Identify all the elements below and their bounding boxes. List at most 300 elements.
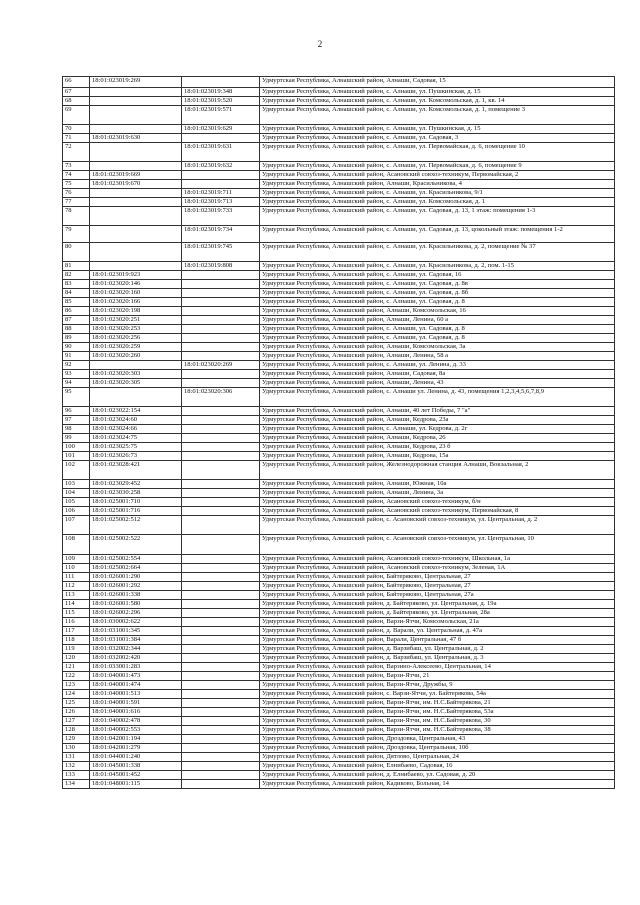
- row-number: 88: [63, 325, 90, 334]
- row-number: 66: [63, 77, 90, 88]
- cadastral-number-land: 18:01:045001:338: [90, 762, 182, 771]
- row-number: 121: [63, 663, 90, 672]
- table-row: [63, 243, 615, 262]
- cadastral-number-object: [182, 672, 260, 681]
- address-cell: Удмуртская Республика, Алнашский район, Елнибаево, Садовая, 16: [260, 762, 615, 771]
- address-cell: Удмуртская Республика, Алнашский район, с. Алнаши, ул. Комсомольская, д. 1: [260, 198, 615, 207]
- table-row: [63, 582, 615, 591]
- address-cell: Удмуртская Республика, Алнашский район, с. Алнаши, ул. Садовая, д. 8б: [260, 289, 615, 298]
- cadastral-number-land: 18:01:048001:115: [90, 780, 182, 789]
- cadastral-number-object: 18:01:023019:632: [182, 162, 260, 171]
- row-number: 122: [63, 672, 90, 681]
- address-cell: Удмуртская Республика, Алнашский район, Асановский совхоз-техникум, Первомайская, 8: [260, 507, 615, 516]
- cadastral-number-land: [90, 361, 182, 370]
- table-row: [63, 352, 615, 361]
- cadastral-number-object: [182, 271, 260, 280]
- address-cell: Удмуртская Республика, Алнашский район, с. Алнаши, ул. Комсомольская, д. 1, кв. 14: [260, 97, 615, 106]
- table-row: [63, 771, 615, 780]
- row-number: 117: [63, 627, 90, 636]
- address-cell: Удмуртская Республика, Алнашский район, Алнаши, Красильникова, 4: [260, 180, 615, 189]
- table-row: [63, 690, 615, 699]
- row-number: 129: [63, 735, 90, 744]
- table-row: [63, 162, 615, 171]
- table-row: [63, 681, 615, 690]
- table-row: [63, 88, 615, 97]
- row-number: 116: [63, 618, 90, 627]
- cadastral-number-land: [90, 143, 182, 162]
- address-cell: Удмуртская Республика, Алнашский район, Дроздовка, Центральная, 43: [260, 735, 615, 744]
- row-number: 91: [63, 352, 90, 361]
- cadastral-number-object: [182, 726, 260, 735]
- cadastral-number-object: [182, 582, 260, 591]
- cadastral-number-object: [182, 489, 260, 498]
- cadastral-number-object: [182, 609, 260, 618]
- row-number: 119: [63, 645, 90, 654]
- cadastral-number-land: 18:01:023019:269: [90, 77, 182, 88]
- address-cell: Удмуртская Республика, Алнашский район, с. Алнаши, ул. Садовая, д. 8в: [260, 280, 615, 289]
- property-registry-table: [62, 76, 615, 789]
- address-cell: Удмуртская Республика, Алнашский район, Алнаши, Кедрова, 23а: [260, 416, 615, 425]
- cadastral-number-land: 18:01:025002:522: [90, 535, 182, 555]
- address-cell: Удмуртская Республика, Алнашский район, д. Байтеряково, ул. Центральная, 28а: [260, 609, 615, 618]
- cadastral-number-object: 18:01:023019:520: [182, 97, 260, 106]
- cadastral-number-land: 18:01:025002:512: [90, 516, 182, 535]
- address-cell: Удмуртская Республика, Алнашский район, Алнаши, Ленина, 3а: [260, 489, 615, 498]
- table-row: [63, 564, 615, 573]
- cadastral-number-land: 18:01:023019:630: [90, 134, 182, 143]
- cadastral-number-object: [182, 407, 260, 416]
- table-row: [63, 735, 615, 744]
- row-number: 82: [63, 271, 90, 280]
- address-cell: Удмуртская Республика, Алнашский район, д. Варзибаш, ул. Центральная, д. 2: [260, 645, 615, 654]
- cadastral-number-land: 18:01:025001:710: [90, 498, 182, 507]
- address-cell: Удмуртская Республика, Алнашский район, Варзи-Ятчи, им. Н.С.Байтерякова, 30: [260, 717, 615, 726]
- address-cell: Удмуртская Республика, Алнашский район, с. Алнаши, ул. Садовая, д. 8: [260, 334, 615, 343]
- row-number: 101: [63, 452, 90, 461]
- row-number: 126: [63, 708, 90, 717]
- cadastral-number-land: 18:01:023030:258: [90, 489, 182, 498]
- address-cell: Удмуртская Республика, Алнашский район, Байтеряково, Центральная, 27: [260, 573, 615, 582]
- table-row: [63, 307, 615, 316]
- cadastral-number-land: [90, 262, 182, 271]
- row-number: 128: [63, 726, 90, 735]
- row-number: 124: [63, 690, 90, 699]
- cadastral-number-land: 18:01:023028:421: [90, 461, 182, 480]
- cadastral-number-object: [182, 516, 260, 535]
- address-cell: Удмуртская Республика, Алнашский район, Алнаши, Кедрова, 26: [260, 434, 615, 443]
- cadastral-number-object: [182, 645, 260, 654]
- row-number: 103: [63, 480, 90, 489]
- cadastral-number-land: 18:01:023019:670: [90, 180, 182, 189]
- table-row: [63, 452, 615, 461]
- row-number: 73: [63, 162, 90, 171]
- address-cell: Удмуртская Республика, Алнашский район, с. Алнаши, ул. Кедрова, д. 2г: [260, 425, 615, 434]
- cadastral-number-land: 18:01:040001:616: [90, 708, 182, 717]
- table-row: [63, 134, 615, 143]
- cadastral-number-land: 18:01:023020:256: [90, 334, 182, 343]
- page-number: 2: [317, 39, 323, 49]
- cadastral-number-land: 18:01:026001:338: [90, 591, 182, 600]
- address-cell: Удмуртская Республика, Алнашский район, с. Алнаши, ул. Садовая, 3: [260, 134, 615, 143]
- cadastral-number-land: 18:01:040001:473: [90, 672, 182, 681]
- address-cell: Удмуртская Республика, Алнашский район, с. Алнаши ул. Ленина, д. 43, помещения 1,2,3,4,5,6,7,8,9: [260, 388, 615, 407]
- cadastral-number-object: [182, 379, 260, 388]
- cadastral-number-object: [182, 762, 260, 771]
- cadastral-number-object: [182, 573, 260, 582]
- cadastral-number-land: [90, 88, 182, 97]
- row-number: 67: [63, 88, 90, 97]
- table-row: [63, 780, 615, 789]
- cadastral-number-land: 18:01:033001:283: [90, 663, 182, 672]
- row-number: 125: [63, 699, 90, 708]
- table-row: [63, 535, 615, 555]
- table-row: [63, 672, 615, 681]
- table-row: [63, 334, 615, 343]
- address-cell: Удмуртская Республика, Алнашский район, Алнаши, Ленина, 58 а: [260, 352, 615, 361]
- table-row: [63, 591, 615, 600]
- cadastral-number-land: 18:01:023022:154: [90, 407, 182, 416]
- address-cell: Удмуртская Республика, Алнашский район, с. Алнаши, ул. Пушкинская, д. 15: [260, 88, 615, 97]
- table-row: [63, 125, 615, 134]
- row-number: 114: [63, 600, 90, 609]
- cadastral-number-object: [182, 663, 260, 672]
- cadastral-number-object: [182, 334, 260, 343]
- cadastral-number-object: [182, 744, 260, 753]
- cadastral-number-object: 18:01:023020:306: [182, 388, 260, 407]
- cadastral-number-land: 18:01:040002:553: [90, 726, 182, 735]
- row-number: 78: [63, 207, 90, 226]
- row-number: 106: [63, 507, 90, 516]
- cadastral-number-object: [182, 618, 260, 627]
- cadastral-number-land: 18:01:040001:591: [90, 699, 182, 708]
- table-row: [63, 370, 615, 379]
- address-cell: Удмуртская Республика, Алнашский район, д. Елнибаево, ул. Садовая, д. 20: [260, 771, 615, 780]
- row-number: 123: [63, 681, 90, 690]
- cadastral-number-object: 18:01:023019:733: [182, 207, 260, 226]
- cadastral-number-land: 18:01:023025:75: [90, 443, 182, 452]
- row-number: 68: [63, 97, 90, 106]
- row-number: 70: [63, 125, 90, 134]
- row-number: 83: [63, 280, 90, 289]
- cadastral-number-object: [182, 564, 260, 573]
- cadastral-number-land: 18:01:026001:580: [90, 600, 182, 609]
- table-row: [63, 636, 615, 645]
- address-cell: Удмуртская Республика, Алнашский район, с. Асановский совхоз-техникум, ул. Центральная, д. 2: [260, 516, 615, 535]
- address-cell: Удмуртская Республика, Алнашский район, с. Асановский совхоз-техникум, ул. Центральная, 10: [260, 535, 615, 555]
- row-number: 108: [63, 535, 90, 555]
- cadastral-number-object: [182, 690, 260, 699]
- row-number: 134: [63, 780, 90, 789]
- table-row: [63, 516, 615, 535]
- table-row: [63, 325, 615, 334]
- table-row: [63, 171, 615, 180]
- address-cell: Удмуртская Республика, Алнашский район, Асановский совхоз-техникум, Первомайская, 2: [260, 171, 615, 180]
- cadastral-number-land: 18:01:023020:160: [90, 289, 182, 298]
- table-row: [63, 379, 615, 388]
- cadastral-number-object: [182, 708, 260, 717]
- table-row: [63, 262, 615, 271]
- cadastral-number-land: 18:01:042001:279: [90, 744, 182, 753]
- cadastral-number-object: [182, 325, 260, 334]
- address-cell: Удмуртская Республика, Алнашский район, с. Алнаши, ул. Первомайская, д. 6, помещение 9: [260, 162, 615, 171]
- cadastral-number-object: 18:01:023019:631: [182, 143, 260, 162]
- table-row: [63, 416, 615, 425]
- table-row: [63, 143, 615, 162]
- table-row: [63, 106, 615, 125]
- table-row: [63, 600, 615, 609]
- cadastral-number-object: [182, 352, 260, 361]
- cadastral-number-land: 18:01:040001:474: [90, 681, 182, 690]
- address-cell: Удмуртская Республика, Алнашский район, Варзи-Ятчи, им. Н.С.Байтерякова, 21: [260, 699, 615, 708]
- row-number: 92: [63, 361, 90, 370]
- cadastral-number-object: [182, 555, 260, 564]
- table-row: [63, 663, 615, 672]
- cadastral-number-object: 18:01:023019:629: [182, 125, 260, 134]
- cadastral-number-object: [182, 343, 260, 352]
- row-number: 111: [63, 573, 90, 582]
- cadastral-number-object: [182, 654, 260, 663]
- table-row: [63, 407, 615, 416]
- table-row: [63, 289, 615, 298]
- table-row: [63, 753, 615, 762]
- row-number: 98: [63, 425, 90, 434]
- row-number: 86: [63, 307, 90, 316]
- table-row: [63, 744, 615, 753]
- table-row: [63, 425, 615, 434]
- cadastral-number-land: [90, 106, 182, 125]
- cadastral-number-object: 18:01:023020:269: [182, 361, 260, 370]
- cadastral-number-land: 18:01:023024:75: [90, 434, 182, 443]
- row-number: 118: [63, 636, 90, 645]
- cadastral-number-land: 18:01:023029:452: [90, 480, 182, 489]
- table-row: [63, 198, 615, 207]
- cadastral-number-land: 18:01:023020:146: [90, 280, 182, 289]
- row-number: 75: [63, 180, 90, 189]
- cadastral-number-object: [182, 171, 260, 180]
- table-row: [63, 627, 615, 636]
- table-row: [63, 645, 615, 654]
- row-number: 110: [63, 564, 90, 573]
- cadastral-number-land: 18:01:023019:923: [90, 271, 182, 280]
- address-cell: Удмуртская Республика, Алнашский район, Алнаши, Кедрова, 15а: [260, 452, 615, 461]
- row-number: 120: [63, 654, 90, 663]
- table-row: [63, 189, 615, 198]
- row-number: 80: [63, 243, 90, 262]
- cadastral-number-land: 18:01:040001:513: [90, 690, 182, 699]
- cadastral-number-land: 18:01:023020:305: [90, 379, 182, 388]
- address-cell: Удмуртская Республика, Алнашский район, с. Алнаши, ул. Красильникова, д. 2, пом. 1-15: [260, 262, 615, 271]
- cadastral-number-land: 18:01:023020:259: [90, 343, 182, 352]
- row-number: 113: [63, 591, 90, 600]
- cadastral-number-land: 18:01:030002:622: [90, 618, 182, 627]
- cadastral-number-land: 18:01:025002:554: [90, 555, 182, 564]
- table-row: [63, 717, 615, 726]
- cadastral-number-object: 18:01:023019:571: [182, 106, 260, 125]
- cadastral-number-object: [182, 316, 260, 325]
- table-row: [63, 77, 615, 88]
- address-cell: Удмуртская Республика, Алнашский район, с. Варзи-Ятчи, ул. Байтерякова, 54а: [260, 690, 615, 699]
- address-cell: Удмуртская Республика, Алнашский район, Алнаши, Садовая, 8а: [260, 370, 615, 379]
- row-number: 133: [63, 771, 90, 780]
- row-number: 85: [63, 298, 90, 307]
- address-cell: Удмуртская Республика, Алнашский район, Асановский совхоз-техникум, Школьная, 1а: [260, 555, 615, 564]
- table-row: [63, 361, 615, 370]
- cadastral-number-object: [182, 717, 260, 726]
- address-cell: Удмуртская Республика, Алнашский район, Варзи-Ятчи, Комсомольская, 21а: [260, 618, 615, 627]
- cadastral-number-object: [182, 507, 260, 516]
- cadastral-number-object: [182, 735, 260, 744]
- row-number: 107: [63, 516, 90, 535]
- cadastral-number-land: 18:01:025002:664: [90, 564, 182, 573]
- table-row: [63, 609, 615, 618]
- cadastral-number-object: [182, 627, 260, 636]
- address-cell: Удмуртская Республика, Алнашский район, Байтеряково, Центральная, 27: [260, 582, 615, 591]
- row-number: 89: [63, 334, 90, 343]
- row-number: 104: [63, 489, 90, 498]
- cadastral-number-object: [182, 77, 260, 88]
- row-number: 131: [63, 753, 90, 762]
- row-number: 72: [63, 143, 90, 162]
- table-row: [63, 699, 615, 708]
- table-row: [63, 388, 615, 407]
- cadastral-number-land: 18:01:023024:66: [90, 425, 182, 434]
- cadastral-number-object: 18:01:023019:348: [182, 88, 260, 97]
- address-cell: Удмуртская Республика, Алнашский район, Алнаши, Садовая, 15: [260, 77, 615, 88]
- table-row: [63, 280, 615, 289]
- address-cell: Удмуртская Республика, Алнашский район, д. Варали, ул. Центральная, д. 47а: [260, 627, 615, 636]
- row-number: 130: [63, 744, 90, 753]
- cadastral-number-object: [182, 771, 260, 780]
- cadastral-number-land: 18:01:032002:344: [90, 645, 182, 654]
- address-cell: Удмуртская Республика, Алнашский район, Байтеряково, Центральная, 27а: [260, 591, 615, 600]
- address-cell: Удмуртская Республика, Алнашский район, Алнаши, Ленина, 60 а: [260, 316, 615, 325]
- cadastral-number-object: [182, 600, 260, 609]
- cadastral-number-object: [182, 535, 260, 555]
- row-number: 76: [63, 189, 90, 198]
- row-number: 95: [63, 388, 90, 407]
- cadastral-number-object: [182, 591, 260, 600]
- cadastral-number-object: [182, 753, 260, 762]
- cadastral-number-land: [90, 162, 182, 171]
- address-cell: Удмуртская Республика, Алнашский район, с. Алнаши, ул. Садовая, д. 13, 1 этаж: помещения 1-3: [260, 207, 615, 226]
- address-cell: Удмуртская Республика, Алнашский район, с. Алнаши, ул. Садовая, 16: [260, 271, 615, 280]
- cadastral-number-land: 18:01:023024:60: [90, 416, 182, 425]
- table-row: [63, 573, 615, 582]
- row-number: 77: [63, 198, 90, 207]
- address-cell: Удмуртская Республика, Алнашский район, Варзино-Алексеево, Центральная, 14: [260, 663, 615, 672]
- table-row: [63, 618, 615, 627]
- address-cell: Удмуртская Республика, Алнашский район, Алнаши, 40 лет Победы, 7 "а": [260, 407, 615, 416]
- cadastral-number-object: 18:01:023019:808: [182, 262, 260, 271]
- cadastral-number-land: 18:01:026001:290: [90, 573, 182, 582]
- cadastral-number-land: 18:01:031001:345: [90, 627, 182, 636]
- cadastral-number-land: 18:01:023019:669: [90, 171, 182, 180]
- address-cell: Удмуртская Республика, Алнашский район, с. Алнаши, ул. Первомайская, д. 6, помещение 10: [260, 143, 615, 162]
- address-cell: Удмуртская Республика, Алнашский район, Варзи-Ятчи, им. Н.С.Байтерякова, 38: [260, 726, 615, 735]
- address-cell: Удмуртская Республика, Алнашский район, Варали, Центральная, 47 б: [260, 636, 615, 645]
- address-cell: Удмуртская Республика, Алнашский район, с. Алнаши, ул. Садовая, д. 8: [260, 298, 615, 307]
- row-number: 102: [63, 461, 90, 480]
- address-cell: Удмуртская Республика, Алнашский район, д. Байтеряково, ул. Центральная, д. 19а: [260, 600, 615, 609]
- address-cell: Удмуртская Республика, Алнашский район, с. Алнаши, ул. Ленина, д. 33: [260, 361, 615, 370]
- address-cell: Удмуртская Республика, Алнашский район, Асановский совхоз-техникум, Зеленая, 1А: [260, 564, 615, 573]
- cadastral-number-object: [182, 434, 260, 443]
- table-row: [63, 271, 615, 280]
- cadastral-number-object: [182, 780, 260, 789]
- cadastral-number-object: [182, 416, 260, 425]
- cadastral-number-land: 18:01:026001:292: [90, 582, 182, 591]
- table-row: [63, 207, 615, 226]
- row-number: 71: [63, 134, 90, 143]
- address-cell: Удмуртская Республика, Алнашский район, Асановский совхоз-техникум, б/н: [260, 498, 615, 507]
- table-row: [63, 343, 615, 352]
- cadastral-number-land: 18:01:045001:452: [90, 771, 182, 780]
- cadastral-number-object: [182, 452, 260, 461]
- address-cell: Удмуртская Республика, Алнашский район, Железнодорожная станция Алнаши, Вокзальная, 2: [260, 461, 615, 480]
- address-cell: Удмуртская Республика, Алнашский район, с. Алнаши, ул. Красильникова, 9/1: [260, 189, 615, 198]
- row-number: 94: [63, 379, 90, 388]
- table-row: [63, 726, 615, 735]
- address-cell: Удмуртская Республика, Алнашский район, Дроздовка, Центральная, 10б: [260, 744, 615, 753]
- row-number: 115: [63, 609, 90, 618]
- table-row: [63, 507, 615, 516]
- cadastral-number-object: [182, 425, 260, 434]
- address-cell: Удмуртская Республика, Алнашский район, с. Алнаши, ул. Садовая, д. 8: [260, 325, 615, 334]
- address-cell: Удмуртская Республика, Алнашский район, с. Алнаши, ул. Красильникова, д. 2, помещение № 37: [260, 243, 615, 262]
- address-cell: Удмуртская Республика, Алнашский район, Алнаши, Ленина, 43: [260, 379, 615, 388]
- table-row: [63, 498, 615, 507]
- table-row: [63, 555, 615, 564]
- address-cell: Удмуртская Республика, Алнашский район, Варзи-Ятчи, 21: [260, 672, 615, 681]
- address-cell: Удмуртская Республика, Алнашский район, Дятлово, Центральная, 24: [260, 753, 615, 762]
- cadastral-number-land: [90, 226, 182, 243]
- address-cell: Удмуртская Республика, Алнашский район, Алнаши, Комсомольская, 16: [260, 307, 615, 316]
- address-cell: Удмуртская Республика, Алнашский район, Алнаши, Кедрова, 23 б: [260, 443, 615, 452]
- cadastral-number-object: [182, 280, 260, 289]
- cadastral-number-object: [182, 498, 260, 507]
- cadastral-number-land: 18:01:031001:384: [90, 636, 182, 645]
- row-number: 112: [63, 582, 90, 591]
- address-cell: Удмуртская Республика, Алнашский район, д. Варзибаш, ул. Центральная, д. 3: [260, 654, 615, 663]
- address-cell: Удмуртская Республика, Алнашский район, с. Алнаши, ул. Комсомольская, д. 1, помещение 3: [260, 106, 615, 125]
- address-cell: Удмуртская Республика, Алнашский район, Кадиково, Больная, 14: [260, 780, 615, 789]
- address-cell: Удмуртская Республика, Алнашский район, Алнаши, Южная, 10а: [260, 480, 615, 489]
- row-number: 74: [63, 171, 90, 180]
- table-row: [63, 489, 615, 498]
- table-row: [63, 461, 615, 480]
- row-number: 99: [63, 434, 90, 443]
- cadastral-number-object: [182, 443, 260, 452]
- cadastral-number-object: [182, 298, 260, 307]
- cadastral-number-land: 18:01:025001:716: [90, 507, 182, 516]
- cadastral-number-object: [182, 480, 260, 489]
- cadastral-number-land: 18:01:023020:253: [90, 325, 182, 334]
- row-number: 105: [63, 498, 90, 507]
- address-cell: Удмуртская Республика, Алнашский район, Варзи-Ятчи, им. Н.С.Байтерякова, 53а: [260, 708, 615, 717]
- address-cell: Удмуртская Республика, Алнашский район, с. Алнаши, ул. Пушкинская, д. 15: [260, 125, 615, 134]
- cadastral-number-land: [90, 388, 182, 407]
- row-number: 81: [63, 262, 90, 271]
- cadastral-number-land: [90, 198, 182, 207]
- cadastral-number-object: [182, 289, 260, 298]
- row-number: 109: [63, 555, 90, 564]
- cadastral-number-land: [90, 125, 182, 134]
- table-row: [63, 226, 615, 243]
- cadastral-number-land: 18:01:023020:166: [90, 298, 182, 307]
- cadastral-number-object: 18:01:023019:734: [182, 226, 260, 243]
- row-number: 127: [63, 717, 90, 726]
- row-number: 132: [63, 762, 90, 771]
